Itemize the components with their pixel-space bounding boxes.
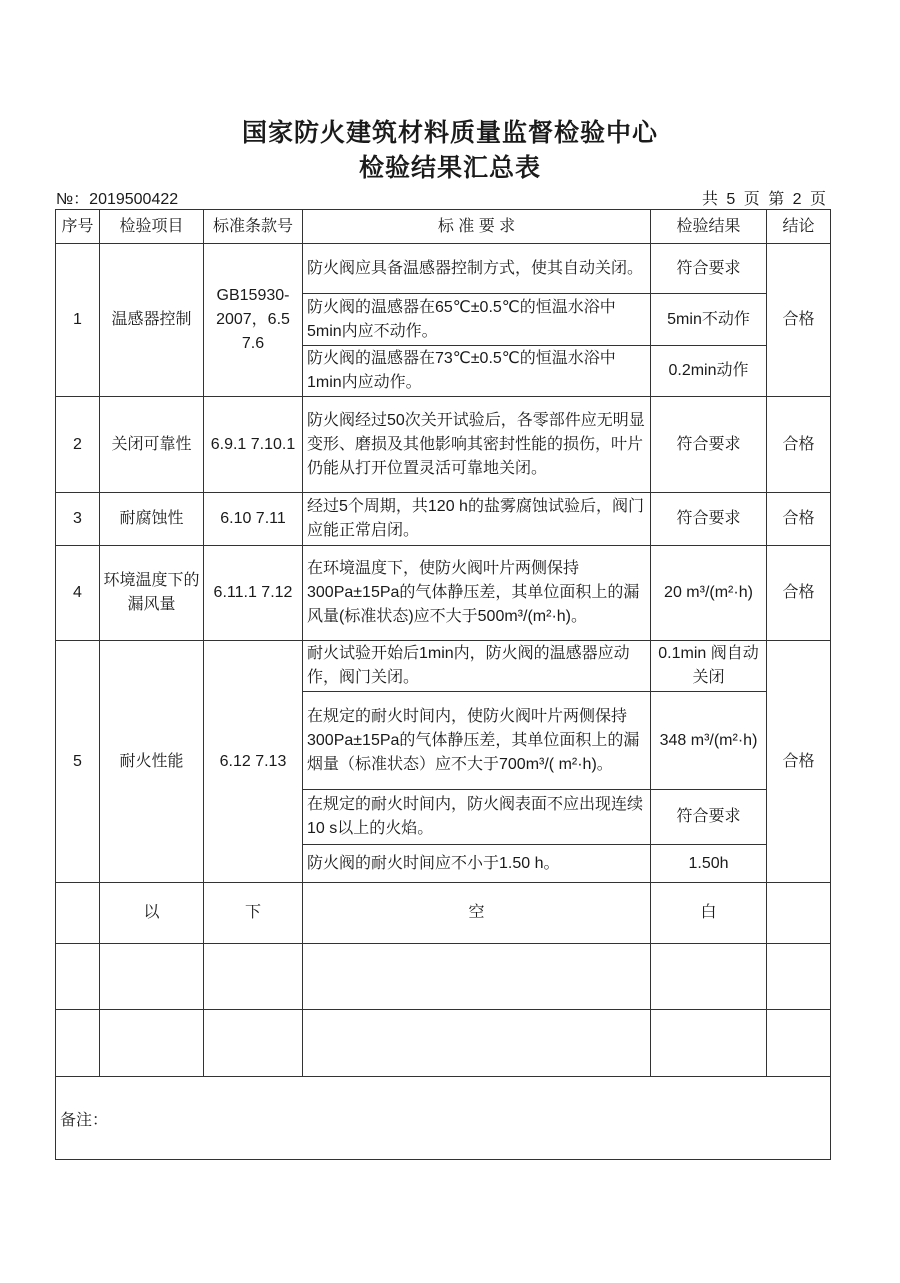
requirement: 防火阀的温感器在73℃±0.5℃的恒温水浴中1min内应动作。 xyxy=(303,346,651,397)
remarks-label: 备注： xyxy=(56,1077,831,1160)
requirement: 防火阀的温感器在65℃±0.5℃的恒温水浴中5min内应不动作。 xyxy=(303,294,651,346)
page-indicator: 共 5 页 第 2 页 xyxy=(701,191,828,208)
test-item: 耐火性能 xyxy=(100,641,204,883)
blank-marker-row xyxy=(56,883,831,944)
test-item: 耐腐蚀性 xyxy=(100,493,204,546)
report-title: 国家防火建筑材料质量监督检验中心 xyxy=(241,119,658,147)
test-result: 0.2min动作 xyxy=(651,346,767,397)
standard-clause: 6.9.1 7.10.1 xyxy=(204,397,303,493)
test-result: 5min不动作 xyxy=(651,294,767,346)
blank-marker: 空 xyxy=(303,883,651,944)
requirement: 在规定的耐火时间内，防火阀表面不应出现连续10 s以上的火焰。 xyxy=(303,790,651,845)
standard-clause: 6.10 7.11 xyxy=(204,493,303,546)
requirement: 耐火试验开始后1min内，防火阀的温感器应动作，阀门关闭。 xyxy=(303,641,651,692)
test-result: 0.1min 阀自动关闭 xyxy=(651,641,767,692)
row-number: 1 xyxy=(56,244,100,397)
test-result: 符合要求 xyxy=(651,397,767,493)
test-item: 温感器控制 xyxy=(100,244,204,397)
blank-marker: 下 xyxy=(204,883,303,944)
report-subtitle: 检验结果汇总表 xyxy=(358,154,541,182)
test-result: 1.50h xyxy=(651,845,767,883)
col-header: 检验结果 xyxy=(651,210,767,244)
document-number: №：2019500422 xyxy=(56,191,179,208)
requirement: 防火阀经过50次关开试验后，各零部件应无明显变形、磨损及其他影响其密封性能的损伤，叶片仍能从打开位置灵活可靠地关闭。 xyxy=(303,397,651,493)
row-number: 5 xyxy=(56,641,100,883)
col-header: 序号 xyxy=(56,210,100,244)
col-header: 检验项目 xyxy=(100,210,204,244)
row-number: 2 xyxy=(56,397,100,493)
test-item: 关闭可靠性 xyxy=(100,397,204,493)
table-row xyxy=(56,244,831,294)
requirement: 在环境温度下，使防火阀叶片两侧保持300Pa±15Pa的气体静压差，其单位面积上的漏风量(标准状态)应不大于500m³/(m²·h)。 xyxy=(303,546,651,641)
table-row xyxy=(56,397,831,493)
requirement: 在规定的耐火时间内，使防火阀叶片两侧保持300Pa±15Pa的气体静压差，其单位面积上的漏烟量（标准状态）应不大于700m³/( m²·h)。 xyxy=(303,692,651,790)
standard-clause: GB15930-2007，6.5 7.6 xyxy=(204,244,303,397)
test-result: 符合要求 xyxy=(651,493,767,546)
empty-row xyxy=(56,1010,831,1077)
requirement: 防火阀的耐火时间应不小于1.50 h。 xyxy=(303,845,651,883)
requirement: 防火阀应具备温感器控制方式，使其自动关闭。 xyxy=(303,244,651,294)
test-result: 符合要求 xyxy=(651,790,767,845)
blank-marker: 以 xyxy=(100,883,204,944)
table-row xyxy=(56,493,831,546)
standard-clause: 6.12 7.13 xyxy=(204,641,303,883)
conclusion: 合格 xyxy=(767,493,831,546)
conclusion: 合格 xyxy=(767,244,831,397)
row-number: 4 xyxy=(56,546,100,641)
table-row xyxy=(56,546,831,641)
conclusion: 合格 xyxy=(767,641,831,883)
standard-clause: 6.11.1 7.12 xyxy=(204,546,303,641)
blank-marker: 白 xyxy=(651,883,767,944)
test-result: 20 m³/(m²·h) xyxy=(651,546,767,641)
test-result: 348 m³/(m²·h) xyxy=(651,692,767,790)
table-row xyxy=(56,641,831,692)
results-table xyxy=(55,209,831,1160)
col-header: 结论 xyxy=(767,210,831,244)
table-header xyxy=(56,210,831,244)
test-item: 环境温度下的漏风量 xyxy=(100,546,204,641)
col-header: 标准条款号 xyxy=(204,210,303,244)
requirement: 经过5个周期，共120 h的盐雾腐蚀试验后，阀门应能正常启闭。 xyxy=(303,493,651,546)
empty-row xyxy=(56,944,831,1010)
conclusion: 合格 xyxy=(767,546,831,641)
row-number: 3 xyxy=(56,493,100,546)
conclusion: 合格 xyxy=(767,397,831,493)
test-result: 符合要求 xyxy=(651,244,767,294)
col-header: 标 准 要 求 xyxy=(303,210,651,244)
remarks-row xyxy=(56,1077,831,1160)
